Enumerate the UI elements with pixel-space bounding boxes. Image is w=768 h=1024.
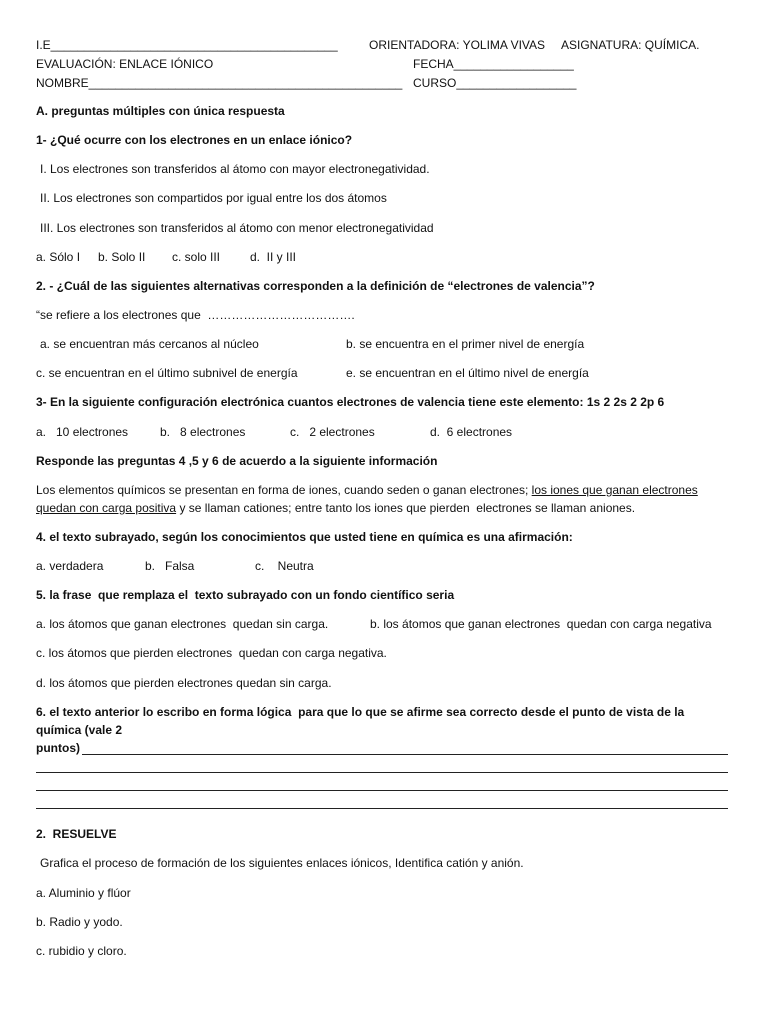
q4-option-a: a. verdadera [36,559,104,573]
q1-option-b: b. Solo II [98,250,146,264]
info-text-a: Los elementos químicos se presentan en forma de iones, cuando seden o ganan electrones; [36,483,532,497]
q5-option-a: a. los átomos que ganan electrones quedan sin carga. [36,617,329,631]
answer-line [36,808,728,809]
orientadora-label: ORIENTADORA: YOLIMA VIVAS [369,38,546,52]
q4-option-c: c. Neutra [255,559,314,573]
q4-question: 4. el texto subrayado, según los conocimientos que usted tiene en química es una afirmación: [36,530,573,544]
evaluacion-label: EVALUACIÓN: ENLACE IÓNICO [36,57,214,71]
q6-question-line-2: química (vale 2 [36,723,123,737]
info-paragraph-line-2 [36,501,635,516]
nombre-field: NOMBRE_______________________________________________ [36,76,403,90]
asignatura-label: ASIGNATURA: QUÍMICA. [561,38,700,52]
q2-stem: “se refiere a los electrones que ………………………………. [36,308,355,322]
q5-question: 5. la frase que remplaza el texto subrayado con un fondo científico seria [36,588,455,602]
q3-option-b: b. 8 electrones [160,425,246,439]
info-text-b: y se llaman cationes; entre tanto los iones que pierden electrones se llaman aniones. [176,501,636,515]
answer-line [36,772,728,773]
info-paragraph-line-1 [36,483,698,498]
section-2-item-c: c. rubidio y cloro. [36,944,127,958]
section-a-title: A. preguntas múltiples con única respuesta [36,104,285,118]
q3-question: 3- En la siguiente configuración electrónica cuantos electrones de valencia tiene este elemento: 1s 2 2s 2 2p 6 [36,395,665,409]
fecha-field: FECHA__________________ [413,57,574,71]
q3-option-d: d. 6 electrones [430,425,513,439]
q1-statement-3: III. Los electrones son transferidos al átomo con menor electronegatividad [40,221,434,235]
section-2-item-b: b. Radio y yodo. [36,915,123,929]
q4-option-b: b. Falsa [145,559,195,573]
curso-field: CURSO__________________ [413,76,577,90]
q1-question: 1- ¿Qué ocurre con los electrones en un enlace iónico? [36,133,353,147]
q2-option-a: a. se encuentran más cercanos al núcleo [40,337,259,351]
underlined-text-2: quedan con carga positiva [36,501,177,515]
q6-question-line-1: 6. el texto anterior lo escribo en forma lógica para que lo que se afirme sea correcto desde el punto de vista de la [36,705,685,719]
answer-line [82,754,728,755]
q6-question-line-3: puntos) [36,741,80,755]
q2-question: 2. - ¿Cuál de las siguientes alternativas corresponden a la definición de “electrones de valencia”? [36,279,595,293]
q2-option-b: b. se encuentra en el primer nivel de energía [346,337,585,351]
q5-option-c: c. los átomos que pierden electrones quedan con carga negativa. [36,646,387,660]
section-2-title: 2. RESUELVE [36,827,117,841]
q1-option-d: d. II y III [250,250,297,264]
info-title: Responde las preguntas 4 ,5 y 6 de acuerdo a la siguiente información [36,454,438,468]
answer-line [36,790,728,791]
q1-option-c: c. solo III [172,250,221,264]
q2-option-c: c. se encuentran en el último subnivel de energía [36,366,298,380]
underlined-text-1: los iones que ganan electrones [531,483,698,497]
q5-option-d: d. los átomos que pierden electrones quedan sin carga. [36,676,332,690]
q1-statement-2: II. Los electrones son compartidos por igual entre los dos átomos [40,191,387,205]
section-2-item-a: a. Aluminio y flúor [36,886,131,900]
q1-option-a: a. Sólo I [36,250,81,264]
q1-statement-1: I. Los electrones son transferidos al átomo con mayor electronegatividad. [40,162,430,176]
q3-option-c: c. 2 electrones [290,425,375,439]
section-2-instruction: Grafica el proceso de formación de los siguientes enlaces iónicos, Identifica catión y anión. [40,856,524,870]
q5-option-b: b. los átomos que ganan electrones quedan con carga negativa [370,617,712,631]
q3-option-a: a. 10 electrones [36,425,129,439]
ie-field: I.E___________________________________________ [36,38,338,52]
q2-option-e: e. se encuentran en el último nivel de energía [346,366,589,380]
